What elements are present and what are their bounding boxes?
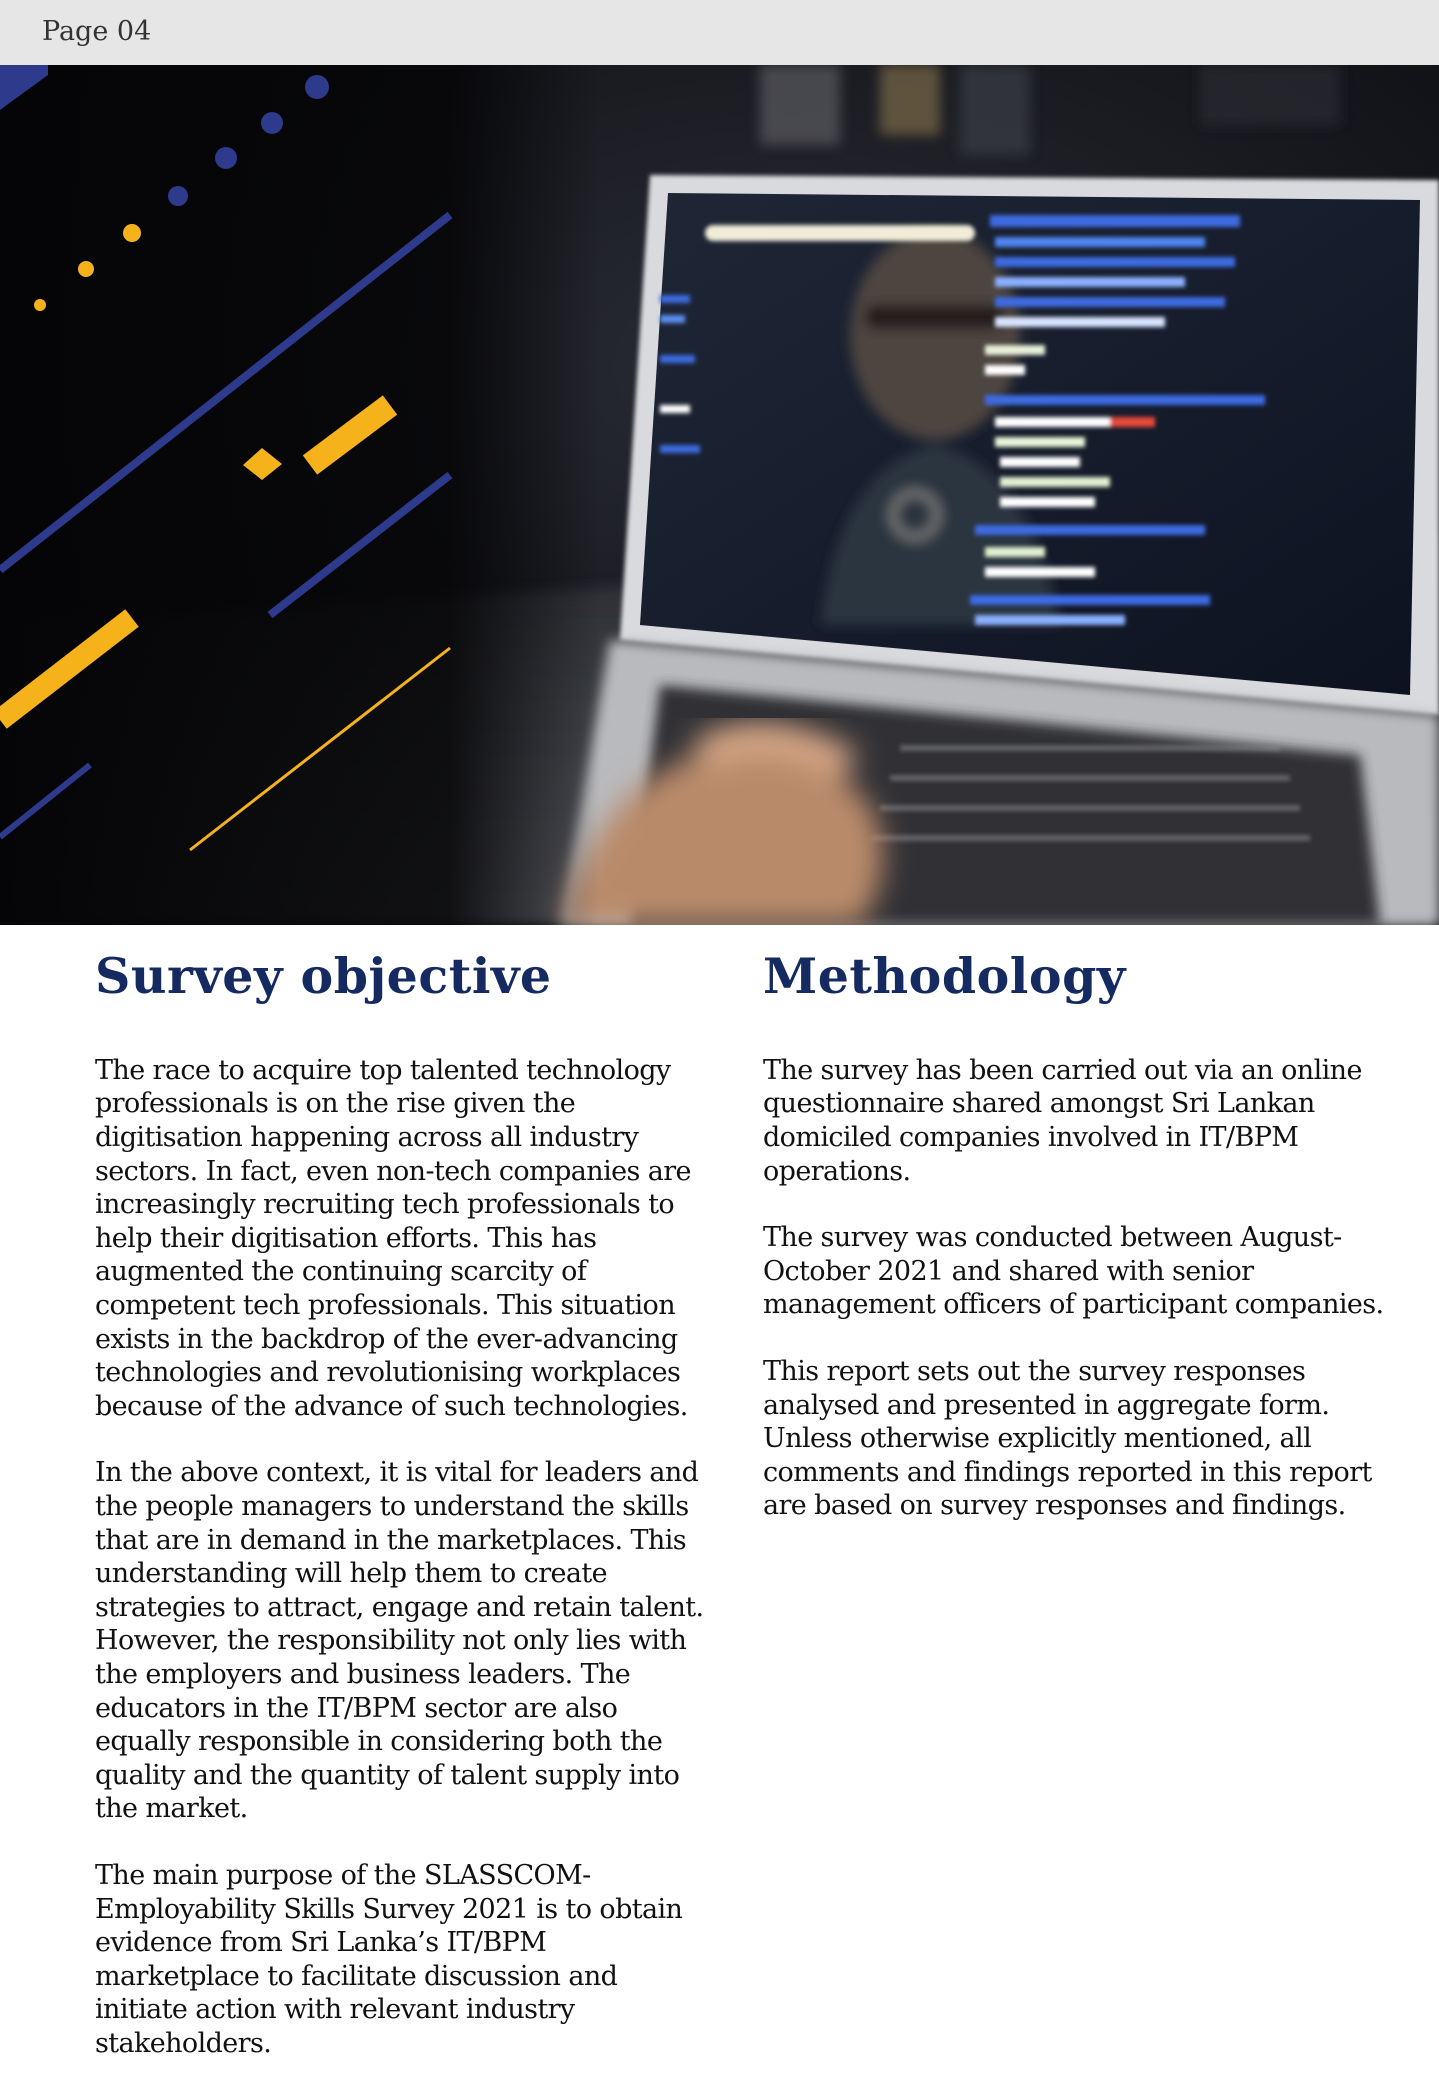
page-header [0,0,1439,65]
methodology-body [763,1054,1388,1523]
methodology-section [763,947,1388,1556]
survey-objective-paragraph-2: In the above context, it is vital for leaders and the people managers to understand the skills that are in demand in the marketplaces. This understanding will help them to create strategies to attract, engage and retain talent. However, the responsibility not only lies with the employers and business leaders. The educators in the IT/BPM sector are also equally responsible in considering both the quality and the quantity of talent supply into the market. [95,1457,704,1825]
methodology-paragraph-3: This report sets out the survey responses analysed and presented in aggregate form. Unless otherwise explicitly mentioned, all comments and findings reported in this report are based on survey responses and findings. [763,1356,1372,1522]
survey-objective-heading: Survey objective [95,947,552,1005]
hero-image [0,65,1439,925]
survey-objective-body [95,1054,715,2061]
methodology-paragraph-2: The survey was conducted between August-October 2021 and shared with senior management officers of participant companies. [763,1222,1384,1321]
survey-objective-section [95,947,715,2094]
survey-objective-paragraph-1: The race to acquire top talented technology professionals is on the rise given the digitisation happening across all industry sectors. In fact, even non-tech companies are increasingly recruiting tech professionals to help their digitisation efforts. This has augmented the continuing scarcity of competent tech professionals. This situation exists in the backdrop of the ever-advancing technologies and revolutionising workplaces because of the advance of such technologies. [95,1054,691,1422]
page-number: Page 04 [42,16,152,47]
methodology-heading: Methodology [763,947,1126,1005]
methodology-paragraph-1: The survey has been carried out via an online questionnaire shared amongst Sri Lankan domiciled companies involved in IT/BPM operations. [763,1054,1362,1187]
survey-objective-paragraph-3: The main purpose of the SLASSCOM-Employability Skills Survey 2021 is to obtain evidence from Sri Lanka’s IT/BPM marketplace to facilitate discussion and initiate action with relevant industry stakeholders. [95,1859,683,2059]
photo-laptop-coder-icon [0,65,1439,925]
